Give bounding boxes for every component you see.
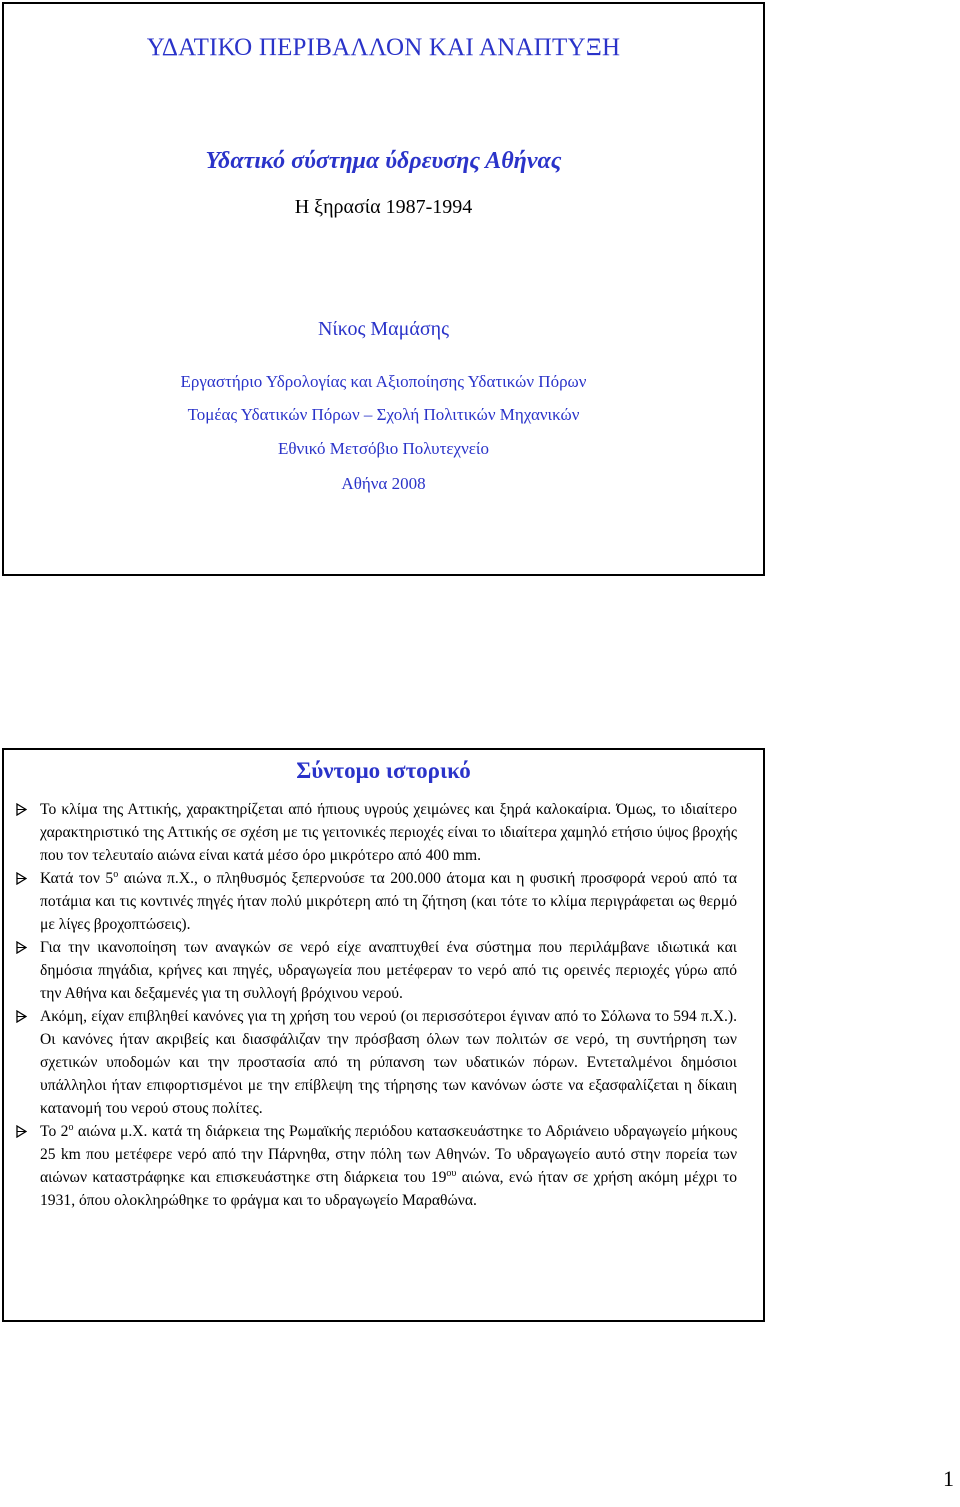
bullet-text: Για την ικανοποίηση των αναγκών σε νερό είχε αναπτυχθεί ένα σύστημα που περιλάμβανε ιδιωτικά και δημόσια πηγάδια, κρήνες και πηγές, υδραγωγεία που μετέφεραν το νερό από τις ορεινές περιοχές γύρω από την Αθήνα και δεξαμενές για τη συλλογή βρόχινου νερού. bbox=[40, 939, 737, 1002]
arrow-bullet-icon bbox=[16, 867, 30, 890]
list-item bbox=[14, 798, 737, 867]
list-item bbox=[14, 867, 737, 936]
arrow-bullet-icon bbox=[16, 936, 30, 959]
bullet-text: Το κλίμα της Αττικής, χαρακτηρίζεται από ήπιους υγρούς χειμώνες και ξηρά καλοκαίρια. Όμως, το ιδιαίτερο χαρακτηριστικό της Αττικής σε σχέση με τις γειτονικές περιοχές είναι το ιδιαίτερα χαμηλό ετήσιο ύψος βροχής που τον τελευταίο αιώνα είναι κατά μέσο όρο μικρότερο από 400 mm. bbox=[40, 801, 737, 864]
list-item bbox=[14, 1005, 737, 1120]
title-slide bbox=[2, 2, 765, 576]
slide-subtitle-period: Η ξηρασία 1987-1994 bbox=[294, 196, 473, 218]
bullet-text-start: Το 2 bbox=[40, 1123, 69, 1140]
slide-subtitle: Υδατικό σύστημα ύδρευσης Αθήνας bbox=[205, 148, 562, 174]
affiliation-department: Τομέας Υδατικών Πόρων – Σχολή Πολιτικών Μηχανικών bbox=[187, 405, 580, 424]
slide-title: Σύντομο ιστορικό bbox=[296, 758, 471, 783]
bullet-superscript: ο bbox=[113, 868, 119, 880]
affiliation-lab: Εργαστήριο Υδρολογίας και Αξιοποίησης Υδατικών Πόρων bbox=[180, 372, 587, 391]
affiliation-university: Εθνικό Μετσόβιο Πολυτεχνείο bbox=[278, 439, 489, 458]
bullet-text-middle: αιώνα μ.Χ. κατά τη διάρκεια της Ρωμαϊκής περιόδου κατασκευάστηκε το Αδριάνειο υδραγωγείο μήκους 25 km που μετέφερε νερό από την Πάρνηθα, στην πόλη των Αθηνών. Το υδραγωγείο αυτό στην πορεία των αιώνων καταστράφηκε και επισκευάστηκε στη διάρκεια του 19 bbox=[40, 1123, 738, 1186]
bullet-superscript: ο bbox=[68, 1121, 74, 1133]
arrow-bullet-icon bbox=[16, 1120, 30, 1143]
list-item bbox=[14, 936, 737, 1005]
history-slide bbox=[2, 748, 765, 1322]
arrow-bullet-icon bbox=[16, 1005, 30, 1028]
affiliation-place-date: Αθήνα 2008 bbox=[341, 474, 426, 493]
bullet-list bbox=[14, 798, 737, 1212]
arrow-bullet-icon bbox=[16, 798, 30, 821]
bullet-text-start: Κατά τον 5 bbox=[40, 870, 114, 887]
bullet-text: Ακόμη, είχαν επιβληθεί κανόνες για τη χρήση του νερού (οι περισσότεροι έγιναν από το Σόλωνα το 594 π.Χ.). Οι κανόνες ήταν ακριβείς και διασφάλιζαν την πρόσβαση όλων των πολιτών σε νερό, τη συντήρηση των σχετικών υποδομών και την προστασία από τη ρύπανση των υδατικών πόρων. Εντεταλμένοι δημόσιοι υπάλληλοι ήταν επιφορτισμένοι με την επίβλεψη της τήρησης των κανόνων ώστε να εξασφαλίζεται η δίκαιη κατανομή του νερού στους πολίτες. bbox=[40, 1008, 737, 1117]
list-item bbox=[14, 1120, 737, 1212]
bullet-superscript: ου bbox=[446, 1167, 457, 1179]
bullet-text-end: αιώνα, ενώ ήταν σε χρήση ακόμη μέχρι το 1931, όπου ολοκληρώθηκε το φράγμα και το υδραγωγείο Μαραθώνα. bbox=[40, 1169, 737, 1209]
page-number: 1 bbox=[943, 1466, 954, 1491]
author-name: Νίκος Μαμάσης bbox=[317, 318, 449, 340]
slide-title: ΥΔΑΤΙΚΟ ΠΕΡΙΒΑΛΛΟΝ ΚΑΙ ΑΝΑΠΤΥΞΗ bbox=[146, 34, 621, 61]
bullet-text-end: αιώνα π.Χ., ο πληθυσμός ξεπερνούσε τα 200.000 άτομα και η φυσική προσφορά νερού από τα ποτάμια και τις κοντινές πηγές ήταν πολύ μικρότερη από τη ζήτηση (και τότε το κλίμα περιγράφεται ως θερμό με λίγες βροχοπτώσεις). bbox=[40, 870, 737, 933]
